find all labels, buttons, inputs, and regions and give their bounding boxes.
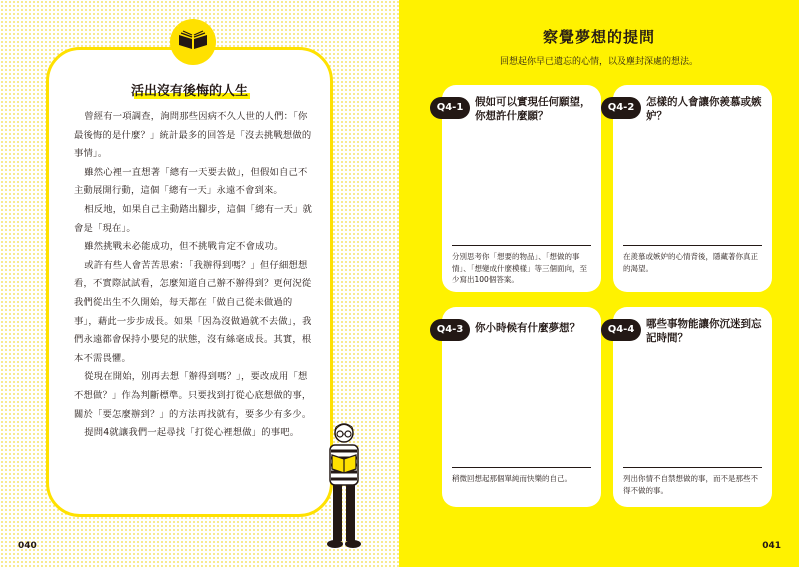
question-note: 稍微回想起那個單純而快樂的自己。	[452, 474, 572, 483]
question-text: 假如可以實現任何願望，你想許什麼願？	[475, 96, 591, 122]
question-text: 哪些事物能讓你沉迷到忘記時間？	[646, 318, 762, 344]
paragraph: 曾經有一項調查，詢問那些因病不久人世的人們：「你最後悔的是什麼？」統計最多的回答是「沒去挑戰想做的事情」。	[74, 111, 312, 160]
answer-line	[452, 245, 591, 246]
answer-line	[452, 467, 591, 468]
question-text: 怎樣的人會讓你羨慕或嫉妒？	[646, 96, 762, 122]
question-note: 在羨慕或嫉妒的心情背後，隱藏著你真正的渴望。	[623, 252, 758, 273]
answer-line	[623, 245, 762, 246]
paragraph: 雖然心裡一直想著「總有一天要去做」，但假如自己不主動展開行動，這個「總有一天」永遠不會到來。	[74, 166, 308, 197]
section-subtitle: 回想起你早已遺忘的心情，以及塵封深處的想法。	[499, 57, 698, 67]
left-page	[0, 0, 399, 567]
reading-person-illustration	[318, 421, 368, 553]
question-card-q4-2	[607, 85, 772, 292]
paragraph: 或許有些人會苦苦思索：「我辦得到嗎？」但仔細想想看，不實際試試看，怎麼知道自己辦不辦得到？更何況從我們從出生不久開始，每天都在「做自己從未做過的事」，藉此一步步成長。如果「因為沒做過就不去做」，我們永遠都會保持小嬰兒的狀態，沒有絲毫成長。其實，根本不需畏懼。	[74, 259, 312, 364]
question-card-q4-1	[436, 85, 601, 292]
story-card	[46, 47, 333, 517]
question-card-q4-4	[607, 307, 772, 507]
question-tag: Q4-3	[430, 319, 470, 341]
paragraph: 相反地，如果自己主動踏出腳步，這個「總有一天」就會是「現在」。	[74, 203, 313, 234]
page-number: 041	[762, 541, 781, 551]
question-note: 分別思考你「想要的物品」、「想做的事情」、「想變成什麼模樣」等三個面向，至少寫出100個答案。	[452, 252, 587, 284]
open-book-icon	[170, 19, 216, 65]
question-note: 列出你情不自禁想做的事，而不是那些不得不做的事。	[623, 474, 758, 495]
question-tag: Q4-2	[601, 97, 641, 119]
paragraph: 提問4就讓我們一起尋找「打從心裡想做」的事吧。	[84, 427, 300, 439]
question-text: 你小時候有什麼夢想？	[475, 322, 580, 334]
question-tag: Q4-1	[430, 97, 470, 119]
story-title: 活出沒有後悔的人生	[130, 84, 248, 99]
paragraph: 雖然挑戰未必能成功，但不挑戰肯定不會成功。	[84, 241, 284, 253]
answer-line	[623, 467, 762, 468]
question-tag: Q4-4	[601, 319, 641, 341]
paragraph: 從現在開始，別再去想「辦得到嗎？」，要改成用「想不想做？」作為判斷標準。只要找到打從心底想做的事，關於「要怎麼辦到？」的方法再找就有，要多少有多少。	[74, 371, 312, 420]
story-body	[74, 108, 314, 443]
section-title: 察覺夢想的提問	[542, 28, 655, 46]
page-number: 040	[18, 541, 37, 551]
right-page	[399, 0, 799, 567]
question-card-q4-3	[436, 307, 601, 507]
